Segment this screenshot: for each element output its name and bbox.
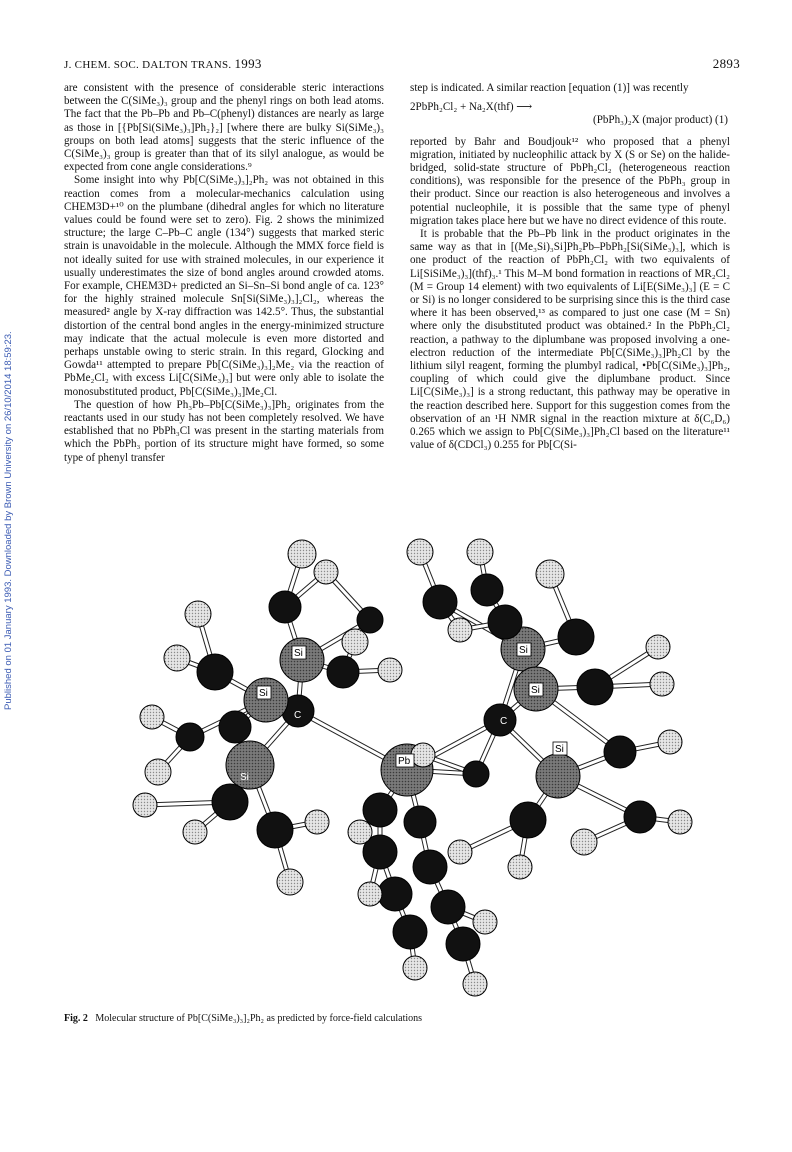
pb-label: Pb [398, 756, 411, 767]
paragraph: are consistent with the presence of considerable steric interactions between the C(SiMe₃)₃ group and the phenyl rings on both lead atoms. The fact that the Pb–Pb and Pb–C(phenyl) distances are nearly as large as those in [{Pb[Si(SiMe₃)₃]Ph₂}₂] [where there are bulky Si(SiMe₃)₃ groups on both lead atoms] suggests that the steric influence of the C(SiMe₃)₃ group is greater than that of its silyl analogue, as would be expected from cone angle considerations.⁹ [64, 82, 384, 174]
hydrogen-atom [571, 829, 597, 855]
carbon-atom [431, 890, 465, 924]
carbon-atom [413, 850, 447, 884]
carbon-atom [404, 806, 436, 838]
paragraph: reported by Bahr and Boudjouk¹² who proposed that a phenyl migration, initiated by nucleophilic attack by X (S or Se) on the halide-bridged, solid-state structure of PbPh₂Cl₂ (heterogeneous reaction conditions), was responsible for the presence of the PbPh₃ group in their product. Since our reaction is also heterogeneous and involves a potential nucleophile, it is possible that the same type of phenyl migration takes place here but we have no direct evidence of this route. [410, 135, 730, 227]
equation-1 [410, 101, 730, 127]
hydrogen-atom [164, 645, 190, 671]
hydrogen-atom [448, 840, 472, 864]
equation-products: (PbPh₃)₂X (major product) (1) [593, 114, 728, 127]
journal-name: J. CHEM. SOC. DALTON TRANS. [64, 59, 232, 71]
si-label: Si [240, 772, 249, 783]
paragraph: Some insight into why Pb[C(SiMe₃)₃]₂Ph₂ was not obtained in this reaction comes from a molecular-mechanics calculation using CHEM3D+¹⁰ on the plumbane (dihedral angles for which no literature values could be found were set to zero). Fig. 2 shows the minimized structure; the large C–Pb–C angle (134°) suggests that marked steric strain is unavoidable in the molecule. Although the MMX force field is not ideally suited for use with strained molecules, in our experience it usually underestimates the size of bond angles around crowded atoms. For example, CHEM3D+ predicted an Si–Sn–Si bond angle of ca. 123° for the highly strained molecule Sn[Si(SiMe₃)₃]₂Cl₂, whereas the measured² angle by X-ray diffraction was 142.5°. Thus, the substantial distortion of the central bond angles in the energy-minimized structure may indicate that the actual molecule is even more distorted and perhaps unstable owing to steric strain. In this regard, Glocking and Gowda¹¹ attempted to prepare Pb[C(SiMe₃)₃]₂Me₂ via the reaction of PbMe₂Cl₂ with excess Li[C(SiMe₃)₃] but were only able to isolate the monosubstituted product, Pb[C(SiMe₃)₃]Me₂Cl. [64, 174, 384, 398]
si-label: Si [259, 688, 268, 699]
hydrogen-atom [407, 539, 433, 565]
hydrogen-atom [378, 658, 402, 682]
hydrogen-atom [288, 540, 316, 568]
figure-label: Fig. 2 [64, 1013, 88, 1024]
hydrogen-atom [646, 635, 670, 659]
caption-text: Molecular structure of Pb[C(SiMe₃)₃]₂Ph₂ as predicted by force-field calculations [95, 1013, 423, 1024]
molecule-svg [80, 522, 720, 1008]
hydrogen-atom [145, 759, 171, 785]
carbon-atom [577, 669, 613, 705]
paragraph: step is indicated. A similar reaction [equation (1)] was recently [410, 82, 689, 94]
carbon-atom [624, 801, 656, 833]
hydrogen-atom [185, 601, 211, 627]
si-label: Si [555, 744, 564, 755]
heavy-atom [536, 754, 580, 798]
paragraph: It is probable that the Pb–Pb link in the product originates in the same way as that in [(Me₃Si)₃Si]Ph₂Pb–PbPh₂[Si(SiMe₃)₃], which is one product of the reaction of PbPh₂Cl₂ with two equivalents of Li[SiSiMe₃)₃](thf)₃.¹ This M–M bond formation in reactions of MR₂Cl₂ (M = Group 14 element) with two equivalents of Li[E(SiMe₃)₃] (E = C or Si) is no longer considered to be surprising since this is the third case where it has been observed,¹³ as compared to just one case (M = Sn) where only the disubstituted product was obtained.² In the PbPh₂Cl₂ reaction, a pathway to the diplumbane was proposed involving a one-electron reduction of the intermediate Pb[C(SiMe₃)₃]Ph₂Cl by the lithium silyl reagent, forming the plumbyl radical, •Pb[C(SiMe₃)₃]Ph₂, coupling of which could give the diplumbane product. Since Li[C(SiMe₃)₃] is a strong reductant, this pathway may be operative in the reaction described here. Support for this suggestion comes from the observation of an ¹H NMR signal in the reaction mixture at δ(C₆D₆) 0.265 which we assign to Pb[C(SiMe₃)₃]Ph₂Cl based on the literature¹¹ value of δ(CDCl₃) 0.255 for Pb[C(Si- [410, 228, 730, 452]
carbon-atom [327, 656, 359, 688]
paragraph: The question of how Ph₃Pb–Pb[C(SiMe₃)₃]Ph₂ originates from the reactants used in our study has not been completely resolved. We have established that no PbPh₃Cl was present in the starting materials from which the PbPh₃ portion of its structure might have formed, so some type of phenyl transfer [64, 398, 384, 464]
carbon-atom [378, 877, 412, 911]
hydrogen-atom [467, 539, 493, 565]
c-label: C [500, 716, 508, 727]
figure-caption [64, 1013, 744, 1024]
carbon-atom [604, 736, 636, 768]
hydrogen-atom [183, 820, 207, 844]
carbon-atom [393, 915, 427, 949]
hydrogen-atom [403, 956, 427, 980]
download-watermark[interactable]: Published on 01 January 1993. Downloaded by Brown University on 26/10/2014 18:59:23. [3, 331, 14, 710]
page-number: 2893 [712, 56, 740, 71]
carbon-atom [558, 619, 594, 655]
hydrogen-atom [133, 793, 157, 817]
hydrogen-atom [358, 882, 382, 906]
carbon-atom [219, 711, 251, 743]
hydrogen-atom [140, 705, 164, 729]
hydrogen-atom [314, 560, 338, 584]
atoms-layer [133, 539, 692, 996]
carbon-atom [257, 812, 293, 848]
si-label: Si [294, 648, 303, 659]
hydrogen-atom [463, 972, 487, 996]
left-column [64, 82, 384, 465]
carbon-atom [363, 793, 397, 827]
heavy-atom [280, 638, 324, 682]
hydrogen-atom [277, 869, 303, 895]
hydrogen-atom [668, 810, 692, 834]
carbon-atom [212, 784, 248, 820]
hydrogen-atom [348, 820, 372, 844]
hydrogen-atom [536, 560, 564, 588]
equation-reactants: 2PbPh₂Cl₂ + Na₂X(thf) ⟶ [410, 101, 533, 114]
carbon-atom [510, 802, 546, 838]
right-column [410, 82, 730, 452]
hydrogen-atom [305, 810, 329, 834]
hydrogen-atom [650, 672, 674, 696]
molecular-structure-figure [80, 522, 720, 1008]
carbon-atom [269, 591, 301, 623]
carbon-atom [357, 607, 383, 633]
hydrogen-atom [508, 855, 532, 879]
carbon-atom [446, 927, 480, 961]
carbon-atom [176, 723, 204, 751]
carbon-atom [471, 574, 503, 606]
hydrogen-atom [473, 910, 497, 934]
c-label: C [294, 710, 302, 721]
hydrogen-atom [342, 629, 368, 655]
hydrogen-atom [658, 730, 682, 754]
carbon-atom [463, 761, 489, 787]
carbon-atom [488, 605, 522, 639]
running-header [64, 56, 262, 72]
hydrogen-atom [448, 618, 472, 642]
carbon-atom [423, 585, 457, 619]
heavy-atom [226, 741, 274, 789]
journal-year: 1993 [234, 56, 262, 71]
si-label: Si [519, 645, 528, 656]
carbon-atom [197, 654, 233, 690]
si-label: Si [531, 685, 540, 696]
hydrogen-atom [411, 743, 435, 767]
heavy-atom [244, 678, 288, 722]
